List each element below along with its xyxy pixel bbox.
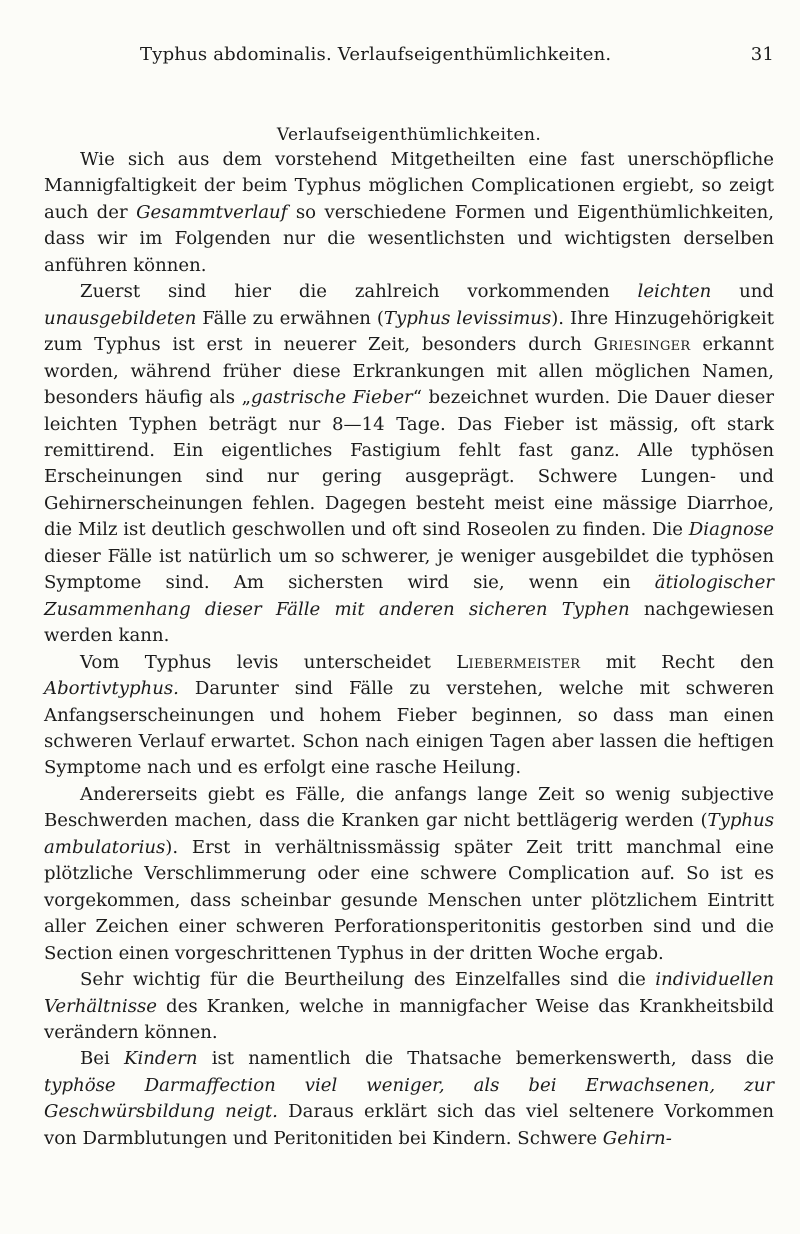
emphasis-text: leichten — [637, 281, 712, 303]
text-run: ist namentlich die Thatsache bemerkenswerth, dass die — [197, 1048, 775, 1070]
paragraph — [44, 782, 774, 967]
emphasis-text: typhöse Darmaffection viel weniger, als bei Erwachsenen, zur Geschwürsbildung neigt. — [44, 1074, 774, 1123]
paragraph — [44, 279, 774, 649]
text-run: ). Ihre Hinzugehörigkeit zum Typhus ist erst in neuerer Zeit, besonders durch — [44, 307, 774, 356]
text-run: Sehr wichtig für die Beurtheilung des Einzelfalles sind die — [80, 969, 656, 991]
emphasis-text: Abortivtyphus. — [44, 678, 179, 700]
emphasis-text: Gehirn- — [602, 1127, 672, 1149]
text-run: mit Recht den — [580, 651, 774, 673]
text-run: Zuerst sind hier die zahlreich vorkommenden — [80, 281, 638, 303]
text-run: Bei — [80, 1048, 124, 1070]
page-number: 31 — [750, 44, 774, 65]
emphasis-text: unausgebildeten — [44, 307, 197, 329]
section-heading: Verlaufseigenthümlichkeiten. — [276, 125, 542, 145]
emphasis-text: ätiologischer Zusammenhang dieser Fälle mit anderen sicheren Typhen — [44, 572, 774, 620]
paragraph — [44, 147, 774, 279]
text-run: des Kranken, welche in mannigfacher Weise das Krankheitsbild verändern können. — [44, 995, 774, 1043]
text-run: Darunter sind Fälle zu verstehen, welche mit schweren Anfangserscheinungen und hohem Fieber beginnen, so dass man einen schweren Verlauf erwartet. Schon nach einigen Tagen aber lassen die heftigen Symptome nach und es erfolgt eine rasche Heilung. — [44, 678, 774, 779]
paragraph — [44, 967, 774, 1046]
body-text — [44, 147, 774, 1152]
author-name: Griesinger — [593, 334, 691, 356]
running-head — [44, 38, 774, 68]
text-run: dieser Fälle ist natürlich um so schwerer, je weniger ausgebildet die typhösen Symptome sind. Am sichersten wird sie, wenn ein — [44, 545, 774, 594]
text-run: Daraus erklärt sich das viel seltenere Vorkommen von Darmblutungen und Peritonitiden bei Kindern. Schwere — [44, 1101, 774, 1149]
text-run: so verschiedene Formen und Eigenthümlichkeiten, dass wir im Folgenden nur die wesentlichsten und wichtigsten derselben anführen können. — [44, 201, 775, 276]
running-title: Typhus abdominalis. Verlaufseigenthümlichkeiten. — [140, 44, 612, 65]
paragraph — [44, 1046, 774, 1152]
text-run: “ bezeichnet wurden. Die Dauer dieser leichten Typhen beträgt nur 8—14 Tage. Das Fieber ist mässig, oft stark remittirend. Ein eigentliches Fastigium fehlt fast ganz. Alle typhösen Erscheinungen sind nur gering ausgeprägt. Schwere Lungen- und Gehirnerscheinungen fehlen. Dagegen besteht meist eine mässige Diarrhoe, die Milz ist deutlich geschwollen und oft sind Roseolen zu finden. Die — [44, 387, 774, 541]
paragraph — [44, 650, 774, 782]
text-run: Fälle zu erwähnen ( — [196, 307, 384, 329]
emphasis-text: Diagnose — [688, 519, 774, 541]
emphasis-text: Kindern — [123, 1048, 198, 1070]
author-name: Liebermeister — [456, 651, 581, 673]
text-run: Wie sich aus dem vorstehend Mitgetheilten eine fast unerschöpfliche Mannigfaltigkeit der beim Typhus möglichen Complicationen ergiebt, so zeigt auch der — [44, 149, 774, 223]
text-run: ). Erst in verhältnissmässig später Zeit tritt manchmal eine plötzliche Verschlimmerung oder eine schwere Complication auf. So ist es vorgekommen, dass scheinbar gesunde Menschen unter plötzlichem Eintritt aller Zeichen einer schweren Perforationsperitonitis gestorben sind und die Section einen vorgeschrittenen Typhus in der dritten Woche ergab. — [44, 836, 774, 964]
text-run: Vom Typhus levis unterscheidet — [80, 651, 457, 673]
emphasis-text: individuellen Verhältnisse — [44, 969, 774, 1017]
emphasis-text: Typhus levissimus — [383, 307, 552, 329]
text-run: und — [711, 281, 775, 303]
text-run: nachgewiesen werden kann. — [44, 598, 774, 647]
emphasis-text: gastrische Fieber — [251, 387, 413, 409]
text-run: erkannt worden, während früher diese Erkrankungen mit allen möglichen Namen, besonders häufig als „ — [44, 334, 775, 409]
emphasis-text: Gesammtverlauf — [136, 201, 288, 223]
emphasis-text: Typhus ambulatorius — [44, 810, 774, 858]
text-run: Andererseits giebt es Fälle, die anfangs lange Zeit so wenig subjective Beschwerden machen, dass die Kranken gar nicht bettlägerig werden ( — [44, 783, 774, 832]
